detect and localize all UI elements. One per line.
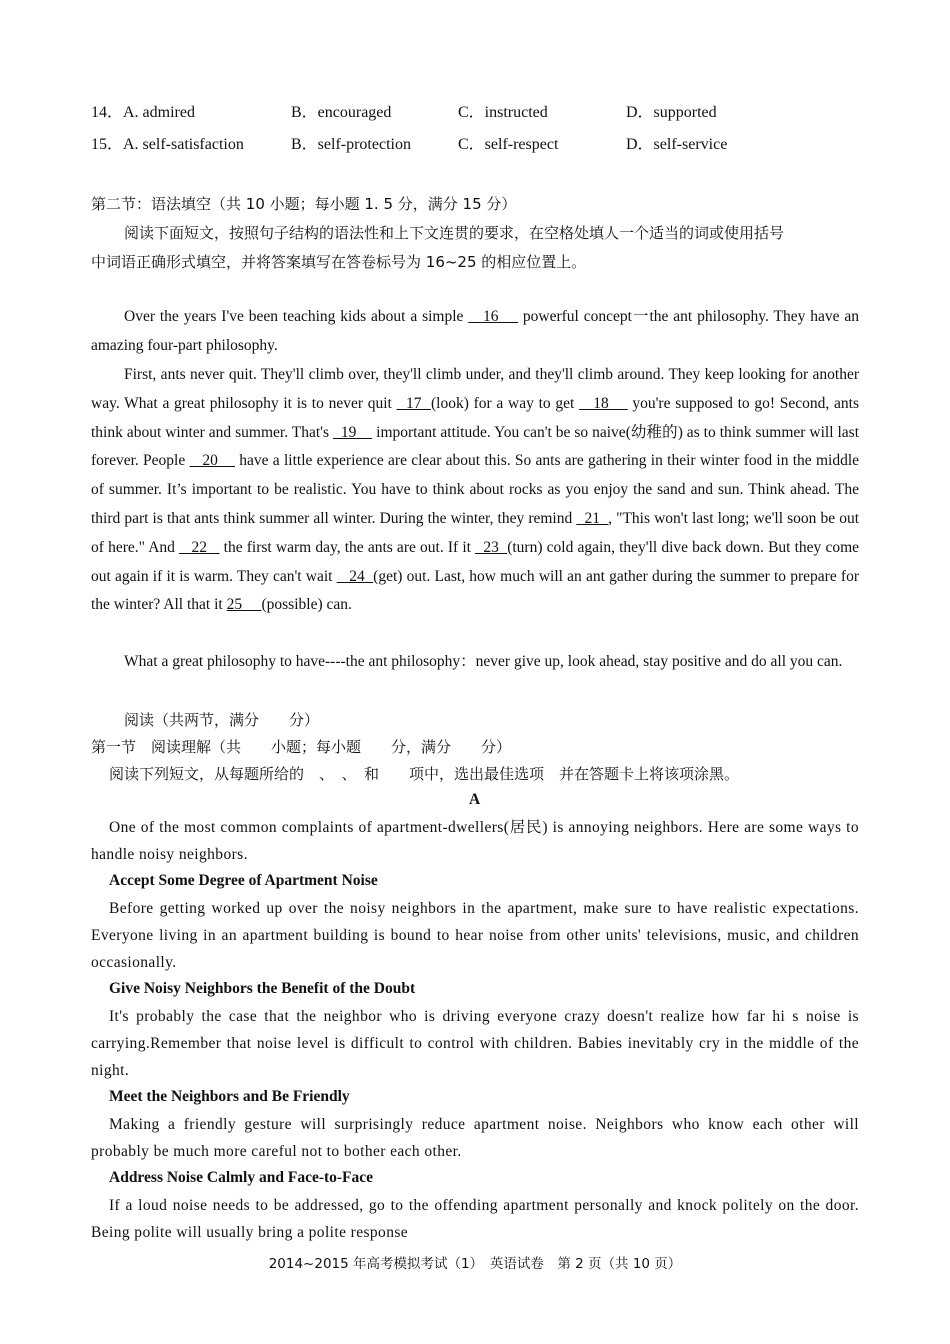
blank-19[interactable]: 19 [332,423,373,441]
section2-instruction-line2: 中词语正确形式填空，并将答案填写在答卷标号为 16~25 的相应位置上。 [91,253,587,271]
passage-a-heading-4: Address Noise Calmly and Face-to-Face [109,1169,374,1186]
q14-option-b: B．encouraged [291,104,392,121]
reading-instruction: 阅读下列短文，从每题所给的 、 、 和 项中，选出最佳选项 并在答题卡上将该项涂黑。 [109,765,740,783]
question-15-options [91,131,871,155]
passage-label-a: A [469,791,481,808]
blank-17[interactable]: 17 [396,394,431,412]
passage-a-heading-1: Accept Some Degree of Apartment Noise [109,872,378,889]
passage-a-heading-3: Meet the Neighbors and Be Friendly [109,1088,350,1105]
passage-a-text-4: If a loud noise needs to be addressed, go to the offending apartment personally and knock politely on the door. Being polite will usually bring a polite response [91,1197,859,1241]
q15-option-c: C．self-respect [458,136,559,153]
blank-16[interactable]: 16 [468,308,519,325]
q15-option-d: D．self-service [626,136,728,153]
reading-part-title: 阅读（共两节，满分 分） [124,711,320,729]
q14-option-a: 14．A. admired [91,104,195,121]
blank-20[interactable]: 20 [189,452,235,470]
q15-option-b: B．self-protection [291,136,411,153]
passage-a-heading-2: Give Noisy Neighbors the Benefit of the Doubt [109,980,416,997]
blank-22[interactable]: 22 [179,538,220,556]
blank-24[interactable]: 24 [336,567,374,585]
page-footer: 2014~2015 年高考模拟考试（1） 英语试卷 第 2 页（共 10 页） [268,1256,682,1272]
grammar-passage-paragraph-3: What a great philosophy to have----the ant philosophy：never give up, look ahead, stay positive and do all you can. [124,653,843,670]
blank-23[interactable]: 23 [475,538,508,556]
grammar-passage-paragraph-1: Over the years I've been teaching kids about a simple 16 powerful concept一the ant philosophy. They have an amazing four-part philosophy. [91,308,859,354]
question-14-options [91,99,871,123]
q15-option-a: 15．A. self-satisfaction [91,136,244,153]
section2-title: 第二节：语法填空（共 10 小题；每小题 1. 5 分，满分 15 分） [91,195,517,213]
blank-21[interactable]: 21 [576,509,609,527]
passage-a-text-3: Making a friendly gesture will surprisingly reduce apartment noise. Neighbors who know each other will probably be much more careful not to bother each other. [91,1116,859,1160]
section2-instruction-line1: 阅读下面短文，按照句子结构的语法性和上下文连贯的要求，在空格处填人一个适当的词或使用括号 [124,224,785,242]
passage-a-text-2: It's probably the case that the neighbor who is driving everyone crazy doesn't realize how far hi s noise is carrying.Remember that noise level is difficult to control with children. Babies inevitably cry in the middle of the night. [91,1008,859,1079]
grammar-passage-paragraph-2: First, ants never quit. They'll climb over, they'll climb under, and they'll climb around. They keep looking for another way. What a great philosophy it is to never quit 17 (look) for a way to get 18 you're supposed to go! Second, ants think about winter and summer. That's 19 important attitude. You can't be so naive(幼稚的) as to think summer will last forever. People 20 have a little experience are clear about this. So ants are gathering in their winter food in the middle of summer. It’s important to be realistic. You have to think about rocks as you enjoy the sand and sun. Think ahead. The third part is that ants think summer all winter. During the winter, they remind 21 , "This won't last long; we'll soon be out of here." And 22 the first warm day, the ants are out. If it 23 (turn) cold again, they'll dive back down. But they come out again if it is warm. They can't wait 24 (get) out. Last, how much will an ant gather during the summer to prepare for the winter? All that it 25 (possible) can. [91,366,860,614]
passage-a-intro: One of the most common complaints of apartment-dwellers(居民) is annoying neighbors. Here are some ways to handle noisy neighbors. [91,819,859,863]
q14-option-d: D．supported [626,104,717,121]
passage-a-text-1: Before getting worked up over the noisy neighbors in the apartment, make sure to have realistic expectations. Everyone living in an apartment building is bound to hear noise from other units' televisions, music, and children occasionally. [91,900,859,971]
q14-option-c: C．instructed [458,104,548,121]
reading-section1-title: 第一节 阅读理解（共 小题；每小题 分，满分 分） [91,738,512,756]
blank-25[interactable]: 25 [226,596,262,614]
blank-18[interactable]: 18 [579,394,628,412]
